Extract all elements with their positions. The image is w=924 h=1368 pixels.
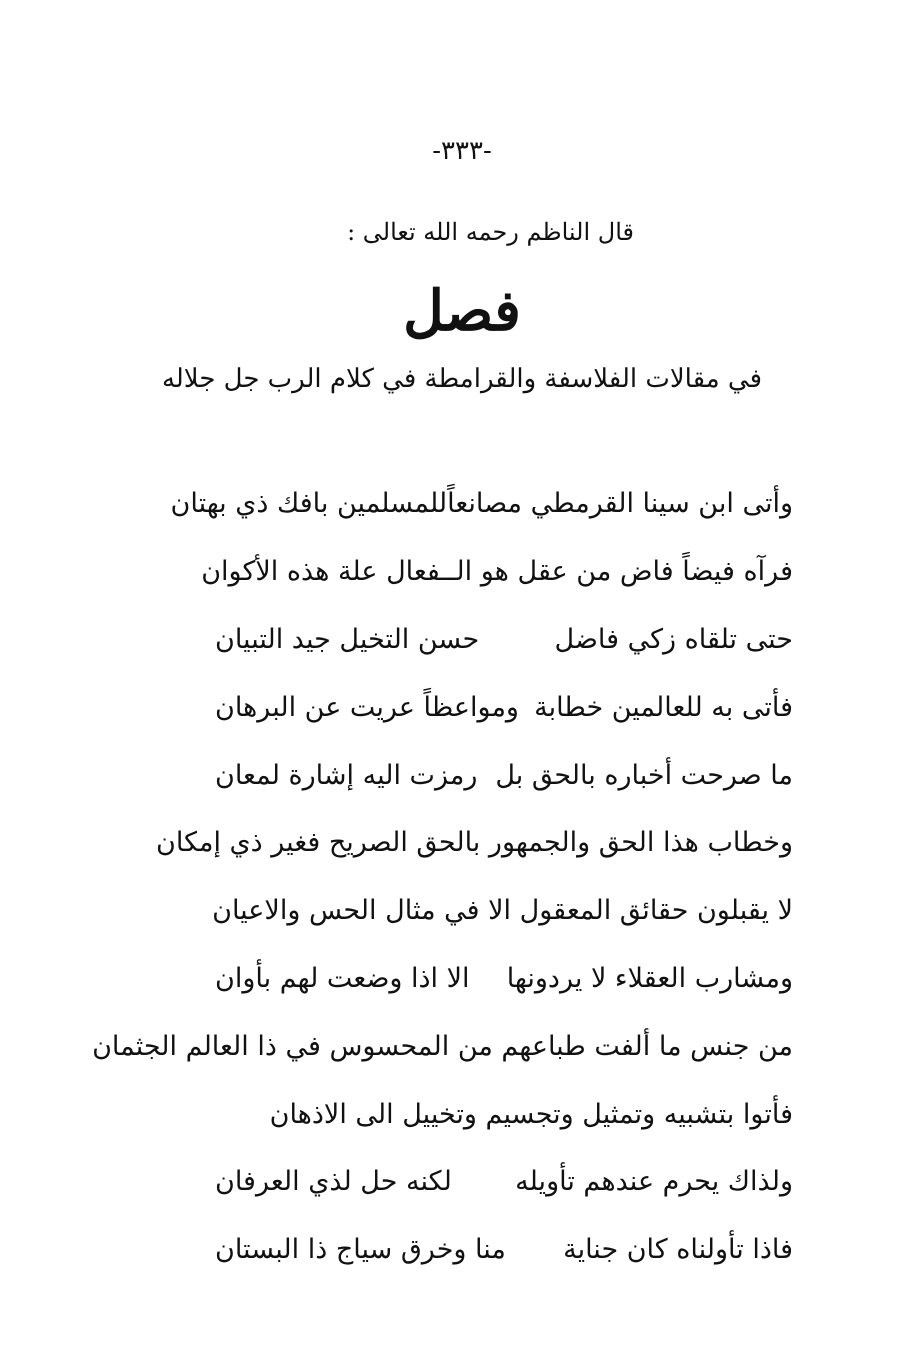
page-number: -٣٣٣- (432, 136, 492, 166)
verse (215, 1080, 793, 1148)
verse (212, 877, 793, 945)
verse-first-hemistich: فرآه فيضاً فاض من عقل هو الـ (448, 556, 793, 588)
verse-full-line: من جنس ما ألفت طباعهم من المحسوس في ذا العالم الجثمان (92, 1030, 793, 1062)
verse (215, 945, 793, 1013)
verse-first-hemistich: ومشارب العقلاء لا يردونها (506, 962, 793, 994)
verse-first-hemistich: وأتى ابن سينا القرمطي مصانعاً (447, 488, 793, 520)
verse (215, 741, 793, 809)
verse (215, 673, 793, 741)
section-heading: فصل (403, 278, 521, 344)
verse-first-hemistich: فاذا تأولناه كان جناية (563, 1234, 793, 1266)
section-subheading: في مقالات الفلاسفة والقرامطة في كلام الرب جل جلاله (161, 364, 763, 394)
verse (201, 538, 793, 606)
poem (92, 470, 793, 1284)
verse (170, 470, 793, 538)
verse-second-hemistich: حسن التخيل جيد التبيان (215, 623, 480, 655)
verse-second-hemistich: للمسلمين بافك ذي بهتان (170, 488, 448, 520)
verse-full-line: وخطاب هذا الحق والجمهور بالحق الصريح فغير ذي إمكان (156, 827, 793, 859)
verse-full-line: لا يقبلون حقائق المعقول الا في مثال الحس والاعيان (212, 895, 793, 927)
verse-first-hemistich: حتى تلقاه زكي فاضل (554, 623, 793, 655)
verse-second-hemistich: منا وخرق سياج ذا البستان (215, 1234, 506, 1266)
verse-second-hemistich: ـفعال علة هذه الأكوان (201, 556, 449, 588)
verse (215, 606, 793, 674)
verse (92, 1012, 793, 1080)
verse-full-line: فأتوا بتشبيه وتمثيل وتجسيم وتخييل الى الاذهان (269, 1098, 793, 1130)
verse-second-hemistich: ومواعظاً عريت عن البرهان (215, 691, 519, 723)
verse-second-hemistich: رمزت اليه إشارة لمعان (215, 759, 478, 791)
verse (215, 1216, 793, 1284)
verse-first-hemistich: فأتى به للعالمين خطابة (534, 691, 793, 723)
verse (156, 809, 793, 877)
verse (215, 1148, 793, 1216)
verse-first-hemistich: ولذاك يحرم عندهم تأويله (515, 1166, 793, 1198)
verse-first-hemistich: ما صرحت أخباره بالحق بل (495, 759, 793, 791)
intro-line: قال الناظم رحمه الله تعالى : (347, 218, 634, 246)
verse-second-hemistich: لكنه حل لذي العرفان (215, 1166, 452, 1198)
verse-second-hemistich: الا اذا وضعت لهم بأوان (215, 962, 470, 994)
